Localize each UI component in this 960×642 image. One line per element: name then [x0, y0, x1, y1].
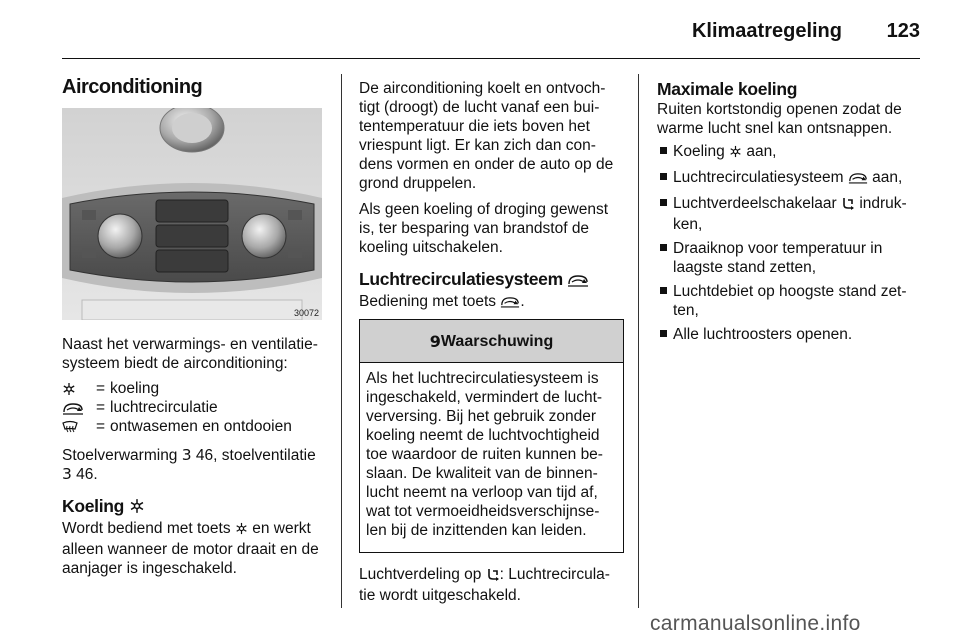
legend-row: = ontwasemen en ontdooien [62, 417, 327, 436]
distribution-text: Luchtverdeling op : Luchtrecircula-tie wordt uitgeschakeld. [359, 566, 610, 604]
warning-text: Als het luchtrecirculatiesysteem is ingeschakeld, vermindert de lucht-verversing. Bij het gebruik zonder koeling neemt de luchtvochtigheid toe waardoor de ruiten kunnen be-slaan. De kwaliteit van de binnen-lucht neemt na verloop van tijd af, wat tot vermoeidheidsverschijnse-len bij de inzittenden kan leiden. [366, 370, 603, 539]
seat-reference-text: Stoelverwarming 3 46, stoelventilatie 3 46. [62, 446, 316, 483]
intro-text: Ruiten kortstondig openen zodat de warme lucht snel kan ontsnappen. [657, 101, 902, 137]
warning-box [359, 319, 624, 553]
legend-row: = koeling [62, 379, 327, 398]
snowflake-icon [729, 144, 742, 163]
list-item: Luchtdebiet op hoogste stand zet-ten, [657, 282, 922, 320]
page-ref-arrow-icon: 3 [181, 446, 192, 464]
defrost-icon [62, 417, 96, 436]
column-3 [657, 79, 922, 349]
section-heading-max-cooling: Maximale koeling [657, 79, 798, 99]
recirculation-icon [567, 271, 589, 292]
snowflake-icon [129, 498, 145, 519]
recirculation-icon [500, 294, 520, 313]
air-distribution-icon [486, 567, 500, 586]
list-item: Luchtrecirculatiesysteem aan, [657, 168, 922, 189]
figure-label: 30072 [293, 308, 319, 318]
air-distribution-icon [841, 196, 855, 215]
column-2 [359, 79, 624, 605]
list-item: Koeling aan, [657, 142, 922, 163]
bullet-list [657, 142, 922, 344]
warning-header [360, 320, 623, 363]
recirculation-icon [62, 398, 96, 417]
section-heading-recirculation: Luchtrecirculatiesysteem [359, 269, 624, 292]
column-1-body [62, 335, 327, 578]
cooling-text: Wordt bediend met toets en werkt alleen wanneer de motor draait en de aanjager is ingeschakeld. [62, 520, 319, 577]
warning-title: Waarschuwing [440, 332, 554, 350]
snowflake-icon [235, 521, 248, 540]
column-1 [62, 78, 324, 97]
paragraph: Als geen koeling of droging gewenst is, ter besparing van brandstof de koeling uitschakelen. [359, 201, 609, 256]
list-item: Alle luchtroosters openen. [657, 325, 922, 344]
paragraph: De airconditioning koelt en ontvoch-tigt (droogt) de lucht vanaf een bui-tentemperatuur die iets boven het vriespunt ligt. Er kan zich dan con-dens vormen en onder de auto op de grond druppelen. [359, 80, 614, 192]
section-heading-koeling: Koeling [62, 496, 327, 519]
list-item: Draaiknop voor temperatuur in laagste stand zetten, [657, 239, 922, 277]
legend-list [62, 379, 327, 436]
intro-text: Naast het verwarmings- en ventilatie-systeem biedt de airconditioning: [62, 336, 318, 372]
page-ref-arrow-icon: 3 [62, 465, 72, 483]
climate-control-panel-photo [62, 108, 322, 320]
legend-row: = luchtrecirculatie [62, 398, 327, 417]
page-header [62, 18, 920, 59]
list-item: Luchtverdeelschakelaar indruk-ken, [657, 194, 922, 234]
snowflake-icon [62, 379, 96, 398]
warning-icon: 9 [429, 331, 441, 351]
column-divider [341, 74, 342, 608]
recirculation-icon [848, 170, 868, 189]
page-number: 123 [886, 20, 920, 42]
page-title: Klimaatregeling [691, 20, 842, 42]
column-divider [638, 74, 639, 608]
recirculation-text: Bediening met toets . [359, 292, 624, 313]
section-heading-airconditioning: Airconditioning [62, 76, 203, 98]
watermark: carmanualsonline.info [650, 612, 861, 635]
